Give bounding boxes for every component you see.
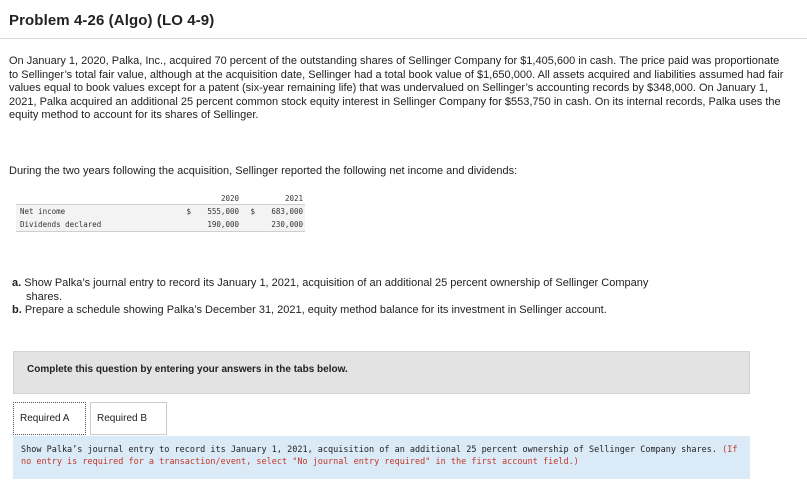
requirement-b-text: Prepare a schedule showing Palka’s December 31, 2021, equity method balance for its investment in Sellinger account. [24,304,607,316]
instruction-banner [13,351,750,394]
answer-prompt: Show Palka’s journal entry to record its January 1, 2021, acquisition of an additional 25 percent ownership of Sellinger Company shares. [21,445,717,455]
table-header-row [16,193,305,205]
requirement-a-continued: shares. [26,290,63,303]
requirement-b [12,304,772,318]
title-divider [0,38,807,39]
table-row [16,218,305,232]
row-label: Net income [16,205,177,219]
answer-panel [13,436,750,479]
cell-value: 683,000 [257,205,305,219]
row-label: Dividends declared [16,218,177,232]
requirements-list [12,277,772,318]
tab-required-a[interactable]: Required A [13,402,86,435]
problem-intro: On January 1, 2020, Palka, Inc., acquired 70 percent of the outstanding shares of Sellinger Company for $1,405,600 in cash. The price paid was proportionate to Sellinger’s total fair value, although at the acquisition date, Sellinger had a total book value of $1,650,000. All assets acquired and liabilities assumed had fair values equal to book values except for a patent (six-year remaining life) that was undervalued on Sellinger’s accounting records by $348,000. On January 1, 2021, Palka acquired an additional 25 percent common stock equity interest in Sellinger Company for $553,750 in cash. On its internal records, Palka uses the equity method to account for its shares of Sellinger. [9,55,784,121]
answer-note: (If no entry is required for a transaction/event, select "No journal entry required" in the first account field.) [21,445,738,467]
tab-required-b[interactable]: Required B [90,402,167,435]
page-title: Problem 4-26 (Algo) (LO 4-9) [9,12,215,29]
income-dividends-table [16,193,305,232]
currency-symbol: $ [177,205,193,219]
requirement-a [12,277,772,291]
currency-symbol: $ [241,205,257,219]
requirement-a-text: Show Palka’s journal entry to record its January 1, 2021, acquisition of an additional 25 percent ownership of Sellinger Company [24,277,649,289]
table-header-year: 2020 [177,193,241,205]
table-row [16,205,305,219]
table-header-year: 2021 [241,193,305,205]
cell-value: 190,000 [193,218,241,232]
cell-value: 230,000 [257,218,305,232]
currency-symbol [177,218,193,232]
requirement-a-label: a. [12,277,22,289]
cell-value: 555,000 [193,205,241,219]
instruction-text: Complete this question by entering your answers in the tabs below. [27,364,348,375]
currency-symbol [241,218,257,232]
answer-instructions [21,444,741,468]
table-header-empty [16,193,177,205]
problem-during-text: During the two years following the acquisition, Sellinger reported the following net income and dividends: [9,165,518,177]
requirement-b-label: b. [12,304,22,316]
